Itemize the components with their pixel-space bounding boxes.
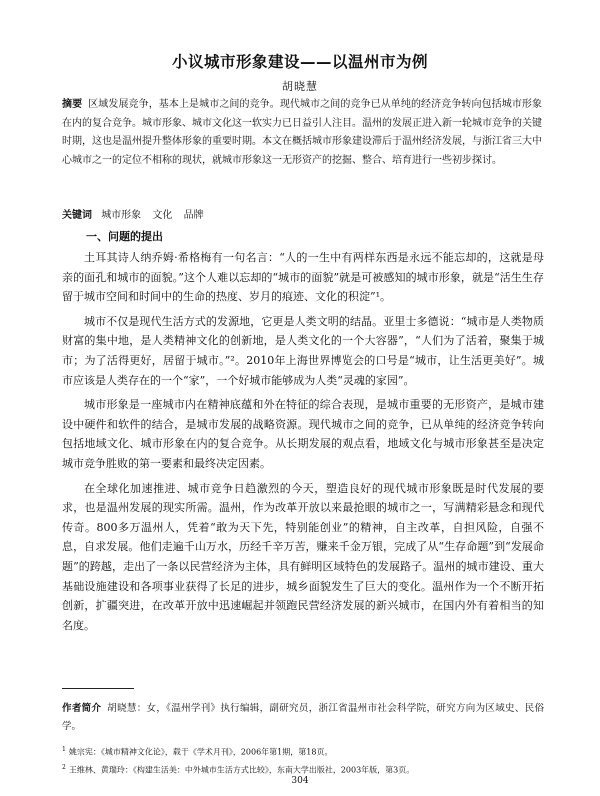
footnote-divider	[62, 688, 134, 689]
footnote	[62, 742, 544, 760]
paragraph: 在全球化加速推进、城市竞争日趋激烈的今天，塑造良好的现代城市形象既是时代发展的要求，也是温州发展的现实所需。温州，作为改革开放以来最抢眼的城市之一，写满精彩悬念和现代传奇。800多万温州人，凭着“敢为天下先，特别能创业”的精神，自主改革，自担风险，自强不息，自求发展。他们走遍千山万水，历经千辛万苦，赚来千金万银，完成了从“生存命题”到“发展命题”的跨越，走出了一条以民营经济为主体，具有鲜明区域特色的发展路子。温州的城市建设、重大基础设施建设和各项事业获得了长足的进步，城乡面貌发生了巨大的变化。温州作为一个不断开拓创新，扩疆突进，在改革开放中迅速崛起并领跑民营经济发展的新兴城市，在国内外有着相当的知名度。	[62, 481, 544, 632]
paper-title: 小议城市形象建设——以温州市为例	[171, 53, 428, 71]
author-note	[62, 700, 544, 736]
author-note-text: 胡晓慧：女，《温州学刊》执行编辑，副研究员，浙江省温州市社会科学院，研究方向为区域史、民俗学。	[62, 703, 544, 732]
page-number: 304	[291, 776, 309, 786]
keyword: 城市形象	[101, 210, 142, 221]
paragraph: 城市不仅是现代生活方式的发源地，它更是人类文明的结晶。亚里士多德说：“城市是人类物质财富的集中地，是人类精神文化的创新地，是人类文化的一个大容器”，“人们为了活着，聚集于城市；为了活得更好，居留于城市。”²。2010年上海世界博览会的口号是“城市，让生活更美好”。城市应该是人类存在的一个“家”，一个好城市能够成为人类“灵魂的家园”。	[62, 314, 544, 387]
paragraph: 土耳其诗人纳乔姆·希格梅有一句名言：“人的一生中有两样东西是永远不能忘却的，这就是母亲的面孔和城市的面貌。”这个人难以忘却的“城市的面貌”就是可被感知的城市形象，就是“活生生存留于城市空间和时间中的生命的热度、岁月的痕迹、文化的积淀”¹。	[62, 251, 544, 304]
body-text	[62, 248, 544, 635]
keyword: 品牌	[183, 210, 204, 221]
footnote-marker: 2	[62, 763, 66, 771]
section-heading: 一、问题的提出	[86, 230, 163, 243]
footnote	[62, 760, 544, 778]
keywords	[62, 208, 542, 224]
paragraph: 城市形象是一座城市内在精神底蕴和外在特征的综合表现，是城市重要的无形资产，是城市建设中硬件和软件的结合，是城市发展的战略资源。现代城市之间的竞争，已从单纯的经济竞争转向包括地域文化、城市形象在内的复合竞争。从长期发展的观点看，地域文化与城市形象甚至是决定城市竞争胜败的第一要素和最终决定因素。	[62, 398, 544, 470]
footnote-text: 王维林、黄瑞玲：《构建生活美：中外城市生活方式比较》，东南大学出版社，2003年版，第3页。	[68, 765, 415, 775]
keyword: 文化	[152, 210, 173, 221]
footnotes	[62, 742, 544, 777]
abstract	[62, 96, 542, 170]
author-note-label: 作者简介	[62, 703, 102, 714]
abstract-text: 区域发展竞争，基本上是城市之间的竞争。现代城市之间的竞争已从单纯的经济竞争转向包括城市形象在内的复合竞争。城市形象、城市文化这一软实力已日益引人注目。温州的发展正进入新一轮城市竞争的关键时期，这也是温州提升整体形象的重要时期。本文在概括城市形象建设滞后于温州经济发展，与浙江省三大中心城市之一的定位不相称的现状，就城市形象这一无形资产的挖掘、整合、培育进行一些初步探讨。	[62, 99, 543, 166]
paper-author: 胡晓慧	[282, 80, 318, 93]
footnote-marker: 1	[62, 746, 66, 753]
footnote-text: 姚宗宪：《城市精神文化论》，载于《学术月刊》，2006年第1期，第18页。	[68, 747, 333, 757]
abstract-label: 摘要	[62, 99, 83, 110]
keywords-label: 关键词	[62, 210, 92, 221]
